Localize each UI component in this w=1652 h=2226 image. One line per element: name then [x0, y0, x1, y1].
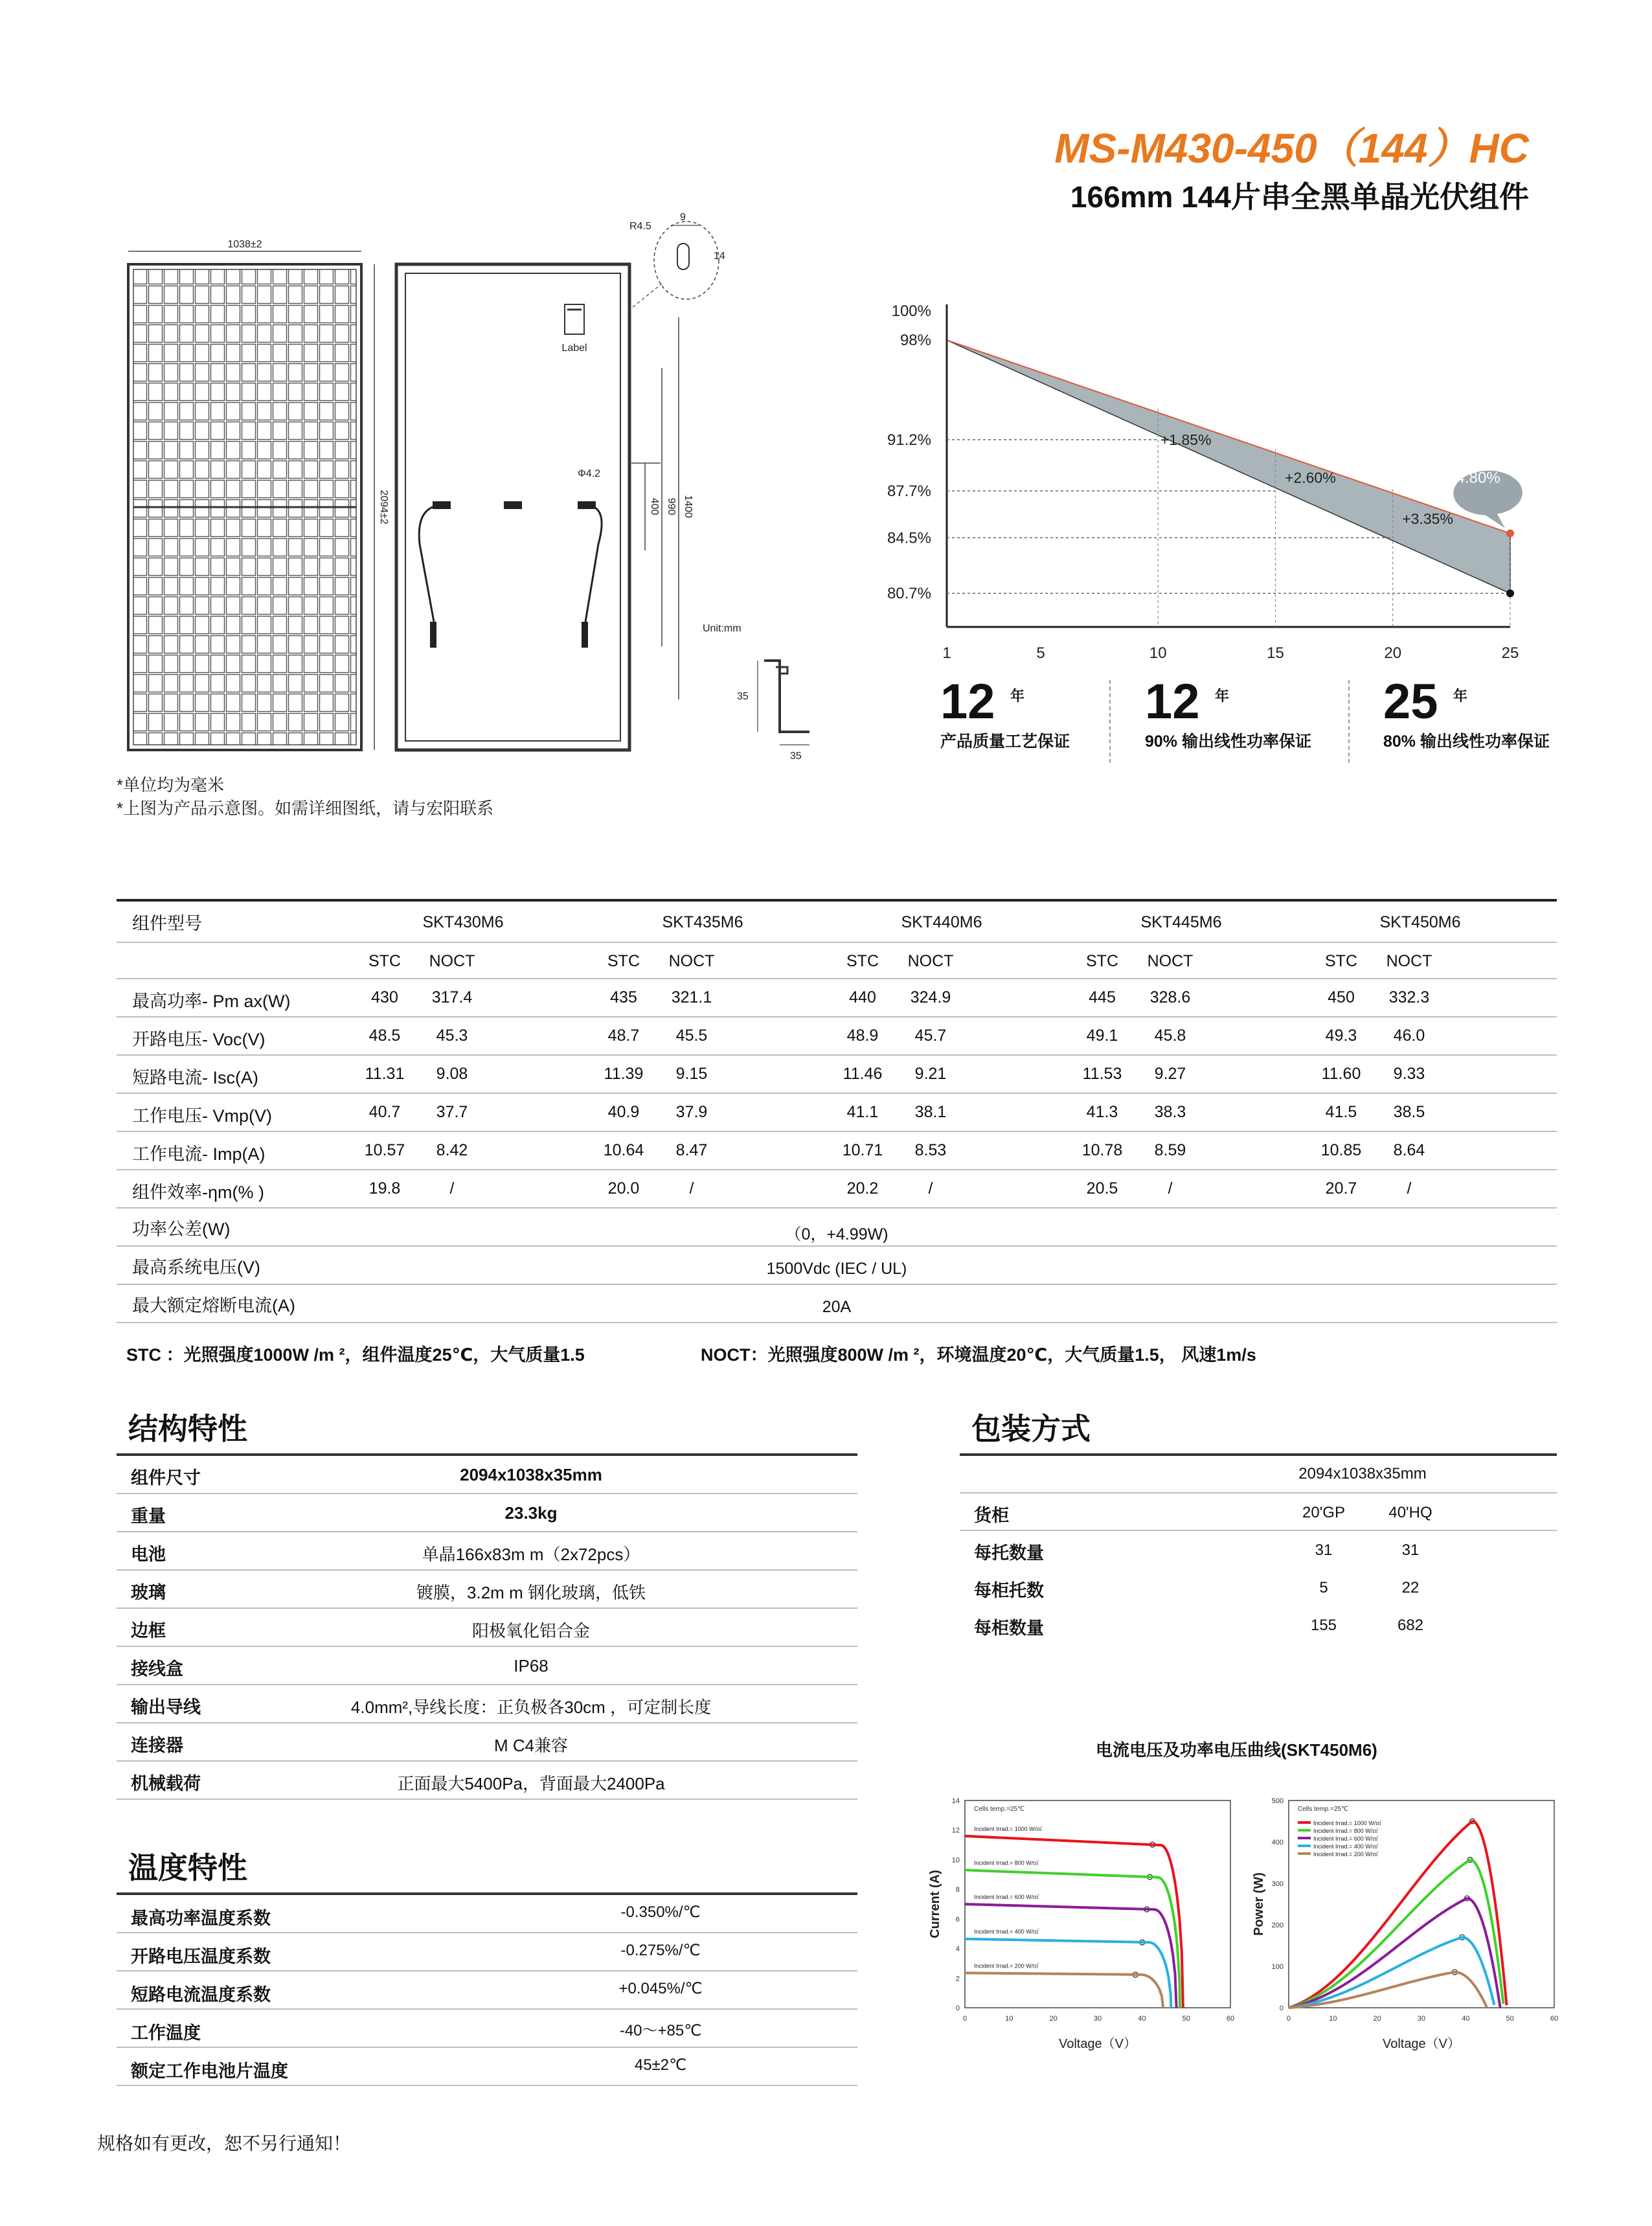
spec-row-label: 最高系统电压(V): [132, 1258, 260, 1277]
spec-value: 317.4: [431, 988, 473, 1006]
y-axis-label: Power (W): [1252, 1872, 1266, 1936]
structure-row: [117, 1762, 857, 1800]
cond-stc: STC: [846, 952, 879, 970]
x-tick-label: 15: [1267, 644, 1284, 662]
model-name: SKT430M6: [422, 913, 504, 931]
spec-value: 10.85: [1320, 1141, 1362, 1159]
spec-value: 11.39: [604, 1065, 644, 1083]
y-tick-label: 80.7%: [887, 585, 931, 603]
series-label: Incident Irrad.= 400 W/㎡: [974, 1928, 1039, 1935]
spec-row: [117, 1169, 1557, 1209]
temperature-value: +0.045%/℃: [618, 1980, 703, 1997]
spec-value: 20.7: [1325, 1179, 1357, 1198]
connector: [582, 622, 588, 648]
y-tick-label: 500: [1271, 1797, 1284, 1805]
spec-value: 324.9: [910, 988, 951, 1006]
series-label: Incident Irrad.= 200 W/㎡: [974, 1962, 1039, 1970]
structure-value: 正面最大5400Pa，背面最大2400Pa: [397, 1774, 665, 1793]
y-tick-label: 4: [955, 1945, 960, 1953]
height-dim-label: 2094±2: [378, 490, 389, 525]
x-tick-label: 10: [1149, 644, 1167, 662]
cond-noct: NOCT: [1147, 952, 1194, 970]
y-tick-label: 300: [1271, 1880, 1284, 1888]
temperature-value: 45±2℃: [634, 2056, 687, 2074]
x-tick-label: 30: [1093, 2015, 1102, 2023]
spec-value: 10.78: [1081, 1141, 1123, 1159]
pv-chart: [1243, 1788, 1567, 2060]
spec-value: 37.9: [675, 1103, 708, 1121]
frame-h: 35: [737, 691, 749, 702]
temperature-label: 额定工作电池片温度: [131, 2061, 288, 2081]
y-axis-label: Current (A): [928, 1870, 942, 1938]
spec-row-label: 开路电压- Voc(V): [132, 1030, 266, 1049]
spec-span-value: （0，+4.99W): [785, 1225, 888, 1244]
y-tick-label: 400: [1271, 1839, 1284, 1846]
spec-value: 11.60: [1321, 1065, 1361, 1083]
spec-value: 45.7: [914, 1027, 947, 1045]
spec-header: [117, 902, 1557, 979]
y-tick-label: 87.7%: [887, 482, 931, 500]
footer-note: 规格如有更改，恕不另行通知！: [97, 2133, 352, 2153]
x-axis-label: Voltage（V）: [1058, 2037, 1137, 2051]
hole-h: 14: [714, 251, 725, 262]
spec-row: [117, 978, 1557, 1017]
phi-label: Φ4.2: [578, 468, 601, 479]
y-tick-label: 100%: [891, 302, 931, 320]
x-tick-label: 40: [1138, 2015, 1146, 2023]
model-name: SKT435M6: [662, 913, 743, 931]
spec-row: [117, 1016, 1557, 1056]
packing-value: 155: [1310, 1617, 1337, 1634]
packing-label: 货柜: [974, 1506, 1009, 1525]
spec-value: 10.57: [364, 1141, 405, 1159]
spec-value: 10.71: [842, 1141, 883, 1159]
cond-stc: STC: [1325, 952, 1357, 970]
packing-title: 包装方式: [971, 1412, 1091, 1446]
y-tick-label: 0: [1279, 2005, 1284, 2012]
spec-value: 11.53: [1082, 1065, 1122, 1083]
dim-990: 990: [666, 497, 677, 516]
spec-value: 8.64: [1393, 1141, 1425, 1159]
packing-value: 20'GP: [1302, 1504, 1345, 1521]
spec-value: 9.15: [675, 1065, 708, 1083]
spec-value: /: [1407, 1179, 1412, 1198]
gain-label: +2.60%: [1285, 469, 1336, 486]
y-tick-label: 0: [955, 2005, 960, 2012]
spec-value: 321.1: [671, 988, 712, 1006]
packing-label: 每托数量: [974, 1543, 1044, 1563]
spec-value: 435: [610, 988, 637, 1006]
spec-value: /: [689, 1179, 694, 1198]
y-tick-label: 84.5%: [887, 529, 931, 547]
hole-w: 9: [680, 212, 686, 223]
series-label: Incident Irrad.= 1000 W/㎡: [974, 1825, 1043, 1832]
structure-value: 镀膜，3.2m m 钢化玻璃，低铁: [416, 1583, 646, 1602]
spec-value: 8.42: [436, 1141, 468, 1159]
spec-row-label: 组件效率-ηm(% ): [132, 1183, 264, 1202]
x-tick-label: 50: [1506, 2015, 1514, 2023]
y-tick-label: 200: [1271, 1922, 1284, 1929]
series-label: Incident Irrad.= 600 W/㎡: [974, 1894, 1039, 1900]
structure-row: [117, 1494, 857, 1532]
x-tick-label: 40: [1462, 2015, 1470, 2023]
warranty-years: 12: [940, 674, 995, 729]
packing-row: [960, 1531, 1557, 1567]
spec-value: /: [1168, 1179, 1173, 1198]
temperature-value: -0.275%/℃: [620, 1942, 701, 1959]
cond-noct: NOCT: [429, 952, 475, 970]
y-tick-label: 98%: [900, 332, 931, 350]
y-tick-label: 6: [955, 1915, 960, 1924]
spec-row-label: 功率公差(W): [132, 1220, 231, 1239]
cond-stc: STC: [607, 952, 640, 970]
structure-value: 2094x1038x35mm: [460, 1465, 602, 1484]
legend-label: Incident Irrad.= 400 W/㎡: [1313, 1843, 1379, 1850]
spec-value: 11.31: [365, 1065, 405, 1083]
temperature-value: -0.350%/℃: [620, 1903, 701, 1921]
width-dim-label: 1038±2: [227, 239, 262, 250]
x-tick-label: 20: [1049, 2015, 1058, 2023]
product-title: MS-M430-450（144）HC: [1054, 125, 1529, 172]
spec-span-row: [117, 1284, 1557, 1323]
spec-value: 332.3: [1388, 988, 1430, 1006]
structure-label: 边框: [131, 1621, 166, 1641]
packing-value: 5: [1319, 1579, 1328, 1596]
spec-value: 430: [371, 988, 398, 1006]
y-tick-label: 100: [1271, 1963, 1284, 1971]
spec-value: 46.0: [1393, 1027, 1425, 1045]
x-tick-label: 20: [1373, 2015, 1381, 2023]
stc-note: STC ：光照强度1000W /m ²，组件温度25℃，大气质量1.5: [126, 1345, 585, 1365]
x-tick-label: 10: [1329, 2015, 1337, 2023]
warranty-years: 12: [1145, 674, 1200, 729]
temperature-label: 最高功率温度系数: [131, 1909, 271, 1928]
structure-value: 4.0mm²,导线长度：正负极各30cm ，可定制长度: [350, 1698, 712, 1717]
x-tick-label: 0: [1286, 2015, 1291, 2023]
warranty-text: 90% 输出线性功率保证: [1145, 733, 1311, 751]
spec-row-label: 工作电流- Imp(A): [132, 1144, 266, 1164]
x-tick-label: 60: [1226, 2015, 1235, 2023]
x-tick-label: 5: [1036, 644, 1045, 662]
cond-stc: STC: [368, 952, 401, 970]
spec-value: 49.3: [1325, 1027, 1357, 1045]
y-tick-label: 12: [951, 1826, 960, 1835]
spec-value: /: [449, 1179, 455, 1198]
y-tick-label: 2: [955, 1975, 960, 1983]
spec-span-value: 20A: [822, 1298, 852, 1316]
spec-span-row: [117, 1207, 1557, 1247]
spec-value: 38.1: [914, 1103, 947, 1121]
spec-value: 20.2: [846, 1179, 879, 1198]
packing-row: [960, 1569, 1557, 1605]
packing-label: 每柜托数: [974, 1581, 1044, 1600]
unit-label: Unit:mm: [703, 623, 741, 634]
spec-value: 41.1: [846, 1103, 879, 1121]
structure-row: [117, 1609, 857, 1647]
detail-callout: [654, 221, 719, 299]
temperature-value: -40～+85℃: [619, 2022, 702, 2039]
iv-chart: [920, 1788, 1243, 2060]
x-tick-label: 10: [1005, 2015, 1013, 2023]
gain-label: +1.85%: [1160, 431, 1212, 448]
temperature-row: [117, 1933, 857, 1971]
model-label: 组件型号: [132, 914, 202, 933]
spec-row-label: 短路电流- Isc(A): [132, 1068, 258, 1087]
spec-value: 10.64: [603, 1141, 644, 1159]
spec-row: [117, 1054, 1557, 1094]
packing-size: 2094x1038x35mm: [1298, 1465, 1427, 1482]
y-tick-label: 10: [951, 1856, 960, 1865]
structure-value: 单晶166x83m m（2x72pcs）: [422, 1545, 640, 1564]
temperature-label: 工作温度: [131, 2023, 201, 2043]
x-tick-label: 25: [1501, 644, 1519, 662]
structure-value: IP68: [514, 1656, 549, 1675]
dim-400: 400: [649, 497, 660, 516]
structure-value: 23.3kg: [504, 1503, 558, 1523]
cond-noct: NOCT: [668, 952, 715, 970]
spec-value: 8.47: [675, 1141, 708, 1159]
x-tick-label: 60: [1550, 2015, 1559, 2023]
warranty-text: 产品质量工艺保证: [940, 733, 1070, 751]
spec-value: 440: [849, 988, 876, 1006]
end-point-warranty: [1506, 530, 1514, 538]
structure-title: 结构特性: [128, 1412, 247, 1446]
packing-value: 682: [1397, 1617, 1424, 1634]
spec-value: 45.5: [675, 1027, 708, 1045]
structure-row: [117, 1685, 857, 1723]
divider: [1348, 680, 1350, 763]
packing-value: 31: [1315, 1541, 1333, 1559]
temperature-label: 开路电压温度系数: [131, 1947, 271, 1966]
structure-label: 输出导线: [131, 1698, 201, 1717]
packing-row: [960, 1606, 1557, 1642]
packing-value: 31: [1401, 1541, 1420, 1559]
spec-value: 40.7: [368, 1103, 401, 1121]
note-drawing: *上图为产品示意图。如需详细图纸，请与宏阳联系: [117, 799, 494, 818]
end-badge-label: 84.80%: [1447, 469, 1500, 487]
spec-value: 11.46: [843, 1065, 883, 1083]
linear-warranty-line: [947, 340, 1510, 533]
spec-value: 328.6: [1149, 988, 1191, 1006]
spec-row: [117, 1093, 1557, 1132]
frame-w: 35: [790, 751, 802, 762]
y-tick-label: 14: [951, 1797, 960, 1805]
spec-value: 9.21: [914, 1065, 947, 1083]
end-point-actual: [1506, 589, 1514, 597]
module-drawing: [117, 207, 842, 764]
legend-label: Incident Irrad.= 800 W/㎡: [1313, 1828, 1379, 1834]
spec-value: 9.27: [1154, 1065, 1186, 1083]
x-tick-label: 50: [1182, 2015, 1190, 2023]
warranty-unit: 年: [1215, 688, 1230, 704]
packing-size-row: [960, 1456, 1557, 1493]
spec-value: 445: [1089, 988, 1116, 1006]
structure-row: [117, 1571, 857, 1609]
note-units: *单位均为毫米: [117, 775, 225, 795]
cond-noct: NOCT: [1386, 952, 1432, 970]
spec-value: 48.7: [607, 1027, 640, 1045]
x-tick-label: 0: [962, 2015, 967, 2023]
spec-row-label: 最高功率- Pm ax(W): [132, 992, 291, 1011]
spec-value: 20.5: [1086, 1179, 1118, 1198]
spec-value: 40.9: [607, 1103, 640, 1121]
legend-header: Cells temp.=25℃: [974, 1806, 1025, 1813]
model-name: SKT445M6: [1140, 913, 1222, 931]
gain-label: +3.35%: [1402, 510, 1453, 527]
packing-value: 22: [1401, 1579, 1420, 1596]
iv-title: 电流电压及功率电压曲线(SKT450M6): [1096, 1740, 1377, 1760]
r-label: R4.5: [629, 221, 651, 232]
packing-value: 40'HQ: [1388, 1504, 1432, 1521]
packing-row: [960, 1493, 1557, 1531]
spec-value: /: [928, 1179, 933, 1198]
degradation-area: [947, 340, 1510, 593]
structure-label: 连接器: [131, 1736, 183, 1755]
x-axis-label: Voltage（V）: [1382, 2037, 1461, 2051]
spec-value: 49.1: [1086, 1027, 1118, 1045]
warranty-text: 80% 输出线性功率保证: [1383, 733, 1550, 751]
warranty-years: 25: [1383, 674, 1438, 729]
structure-label: 玻璃: [131, 1583, 166, 1602]
temperature-row: [117, 2048, 857, 2086]
temperature-row: [117, 1895, 857, 1933]
divider: [1109, 680, 1111, 763]
temperature-row: [117, 2010, 857, 2048]
structure-value: M C4兼容: [493, 1736, 569, 1755]
spec-value: 9.08: [436, 1065, 468, 1083]
product-subtitle: 166mm 144片串全黑单晶光伏组件: [1070, 180, 1529, 214]
spec-value: 38.3: [1154, 1103, 1186, 1121]
spec-row-label: 工作电压- Vmp(V): [132, 1106, 272, 1126]
structure-value: 阳极氧化铝合金: [471, 1621, 591, 1641]
temperature-title: 温度特性: [128, 1851, 247, 1885]
structure-label: 接线盒: [131, 1659, 183, 1679]
spec-value: 45.8: [1154, 1027, 1186, 1045]
degradation-chart: [868, 291, 1567, 667]
spec-value: 20.0: [607, 1179, 640, 1198]
structure-row: [117, 1532, 857, 1571]
structure-label: 组件尺寸: [131, 1468, 201, 1488]
spec-value: 37.7: [436, 1103, 468, 1121]
spec-value: 41.3: [1086, 1103, 1118, 1121]
warranty-unit: 年: [1453, 688, 1468, 704]
spec-value: 450: [1328, 988, 1355, 1006]
warranty-unit: 年: [1010, 688, 1025, 704]
junction-box: [504, 501, 522, 509]
series-label: Incident Irrad.= 800 W/㎡: [974, 1859, 1039, 1867]
spec-value: 41.5: [1325, 1103, 1357, 1121]
spec-value: 48.5: [368, 1027, 401, 1045]
y-tick-label: 8: [955, 1886, 960, 1894]
spec-value: 8.59: [1154, 1141, 1186, 1159]
connector: [430, 622, 436, 648]
spec-value: 48.9: [846, 1027, 879, 1045]
structure-label: 电池: [131, 1545, 166, 1564]
spec-row: [117, 1131, 1557, 1170]
legend-label: Incident Irrad.= 1000 W/㎡: [1313, 1820, 1382, 1826]
temperature-label: 短路电流温度系数: [131, 1985, 271, 2005]
cond-noct: NOCT: [907, 952, 954, 970]
noct-note: NOCT：光照强度800W /m ²，环境温度20℃，大气质量1.5， 风速1m/s: [701, 1345, 1256, 1365]
legend-label: Incident Irrad.= 600 W/㎡: [1313, 1835, 1379, 1842]
spec-value: 45.3: [436, 1027, 468, 1045]
spec-value: 38.5: [1393, 1103, 1425, 1121]
label-text: Label: [561, 343, 587, 354]
structure-row: [117, 1647, 857, 1685]
temperature-row: [117, 1971, 857, 2010]
x-tick-label: 1: [942, 644, 951, 662]
cond-stc: STC: [1086, 952, 1118, 970]
legend-header: Cells temp.=25℃: [1298, 1806, 1349, 1813]
dim-1400: 1400: [683, 495, 694, 518]
packing-label: 每柜数量: [974, 1618, 1044, 1638]
y-tick-label: 91.2%: [887, 431, 931, 449]
spec-value: 8.53: [914, 1141, 947, 1159]
spec-value: 9.33: [1393, 1065, 1425, 1083]
spec-span-row: [117, 1245, 1557, 1285]
spec-row-label: 最大额定熔断电流(A): [132, 1296, 295, 1315]
spec-span-value: 1500Vdc (IEC / UL): [766, 1260, 907, 1278]
legend-label: Incident Irrad.= 200 W/㎡: [1313, 1851, 1379, 1857]
model-name: SKT440M6: [901, 913, 982, 931]
structure-label: 重量: [131, 1506, 166, 1526]
x-tick-label: 30: [1417, 2015, 1426, 2023]
model-name: SKT450M6: [1379, 913, 1461, 931]
structure-label: 机械载荷: [131, 1774, 201, 1793]
structure-row: [117, 1723, 857, 1762]
structure-row: [117, 1456, 857, 1494]
spec-value: 19.8: [368, 1179, 401, 1198]
x-tick-label: 20: [1384, 644, 1402, 662]
